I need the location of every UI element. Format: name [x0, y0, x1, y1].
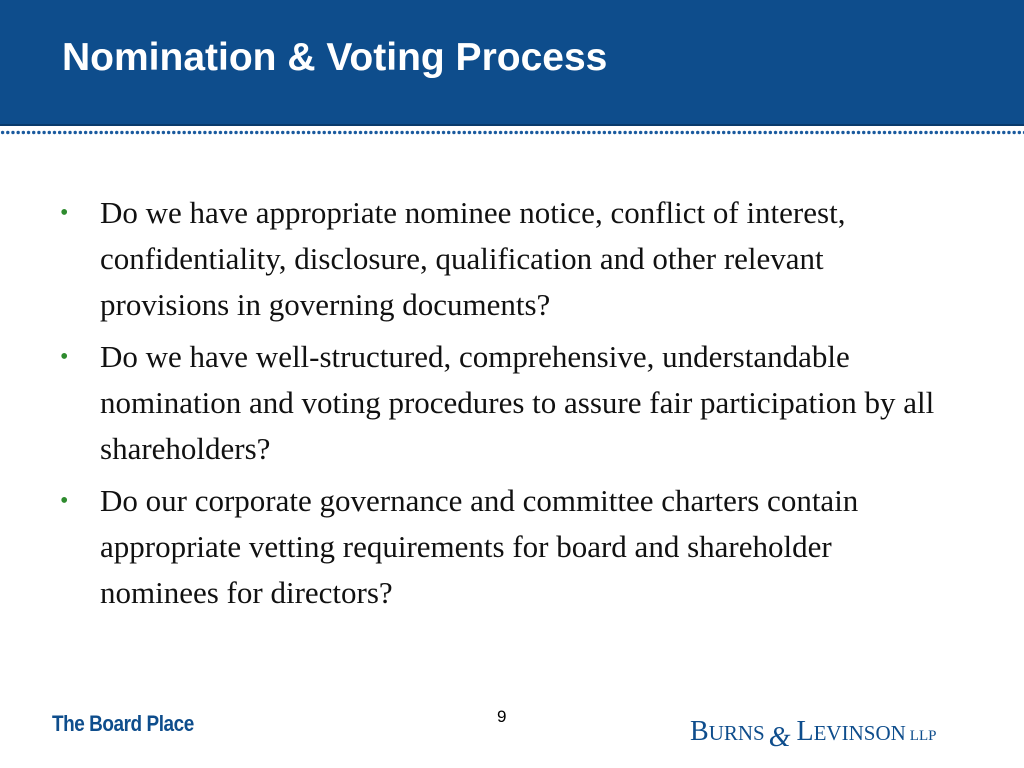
page-number: 9 — [497, 707, 507, 726]
board-place-brand: The Board Place — [52, 711, 194, 736]
bullet-marker-icon: • — [60, 200, 69, 226]
bullet-list — [58, 190, 958, 622]
bullet-text: Do we have appropriate nominee notice, conflict of interest, confidentiality, disclosure, qualification and other relevant provisions in governing documents? — [100, 195, 846, 322]
burns-levinson-logo: BURNS & LEVINSON LLP — [690, 716, 937, 753]
bullet-marker-icon: • — [60, 344, 69, 370]
bullet-marker-icon: • — [60, 488, 69, 514]
ampersand-icon: & — [768, 722, 791, 753]
bullet-item — [58, 478, 958, 616]
slide-title: Nomination & Voting Process — [62, 36, 608, 79]
bullet-text: Do our corporate governance and committee charters contain appropriate vetting requirements for board and shareholder nominees for directors? — [100, 483, 859, 610]
bullet-text: Do we have well-structured, comprehensive, understandable nomination and voting procedures to assure fair participation by all shareholders? — [100, 339, 935, 466]
bullet-item — [58, 334, 958, 472]
dotted-divider — [0, 130, 1024, 135]
title-bar — [0, 0, 1024, 126]
bullet-item — [58, 190, 958, 328]
